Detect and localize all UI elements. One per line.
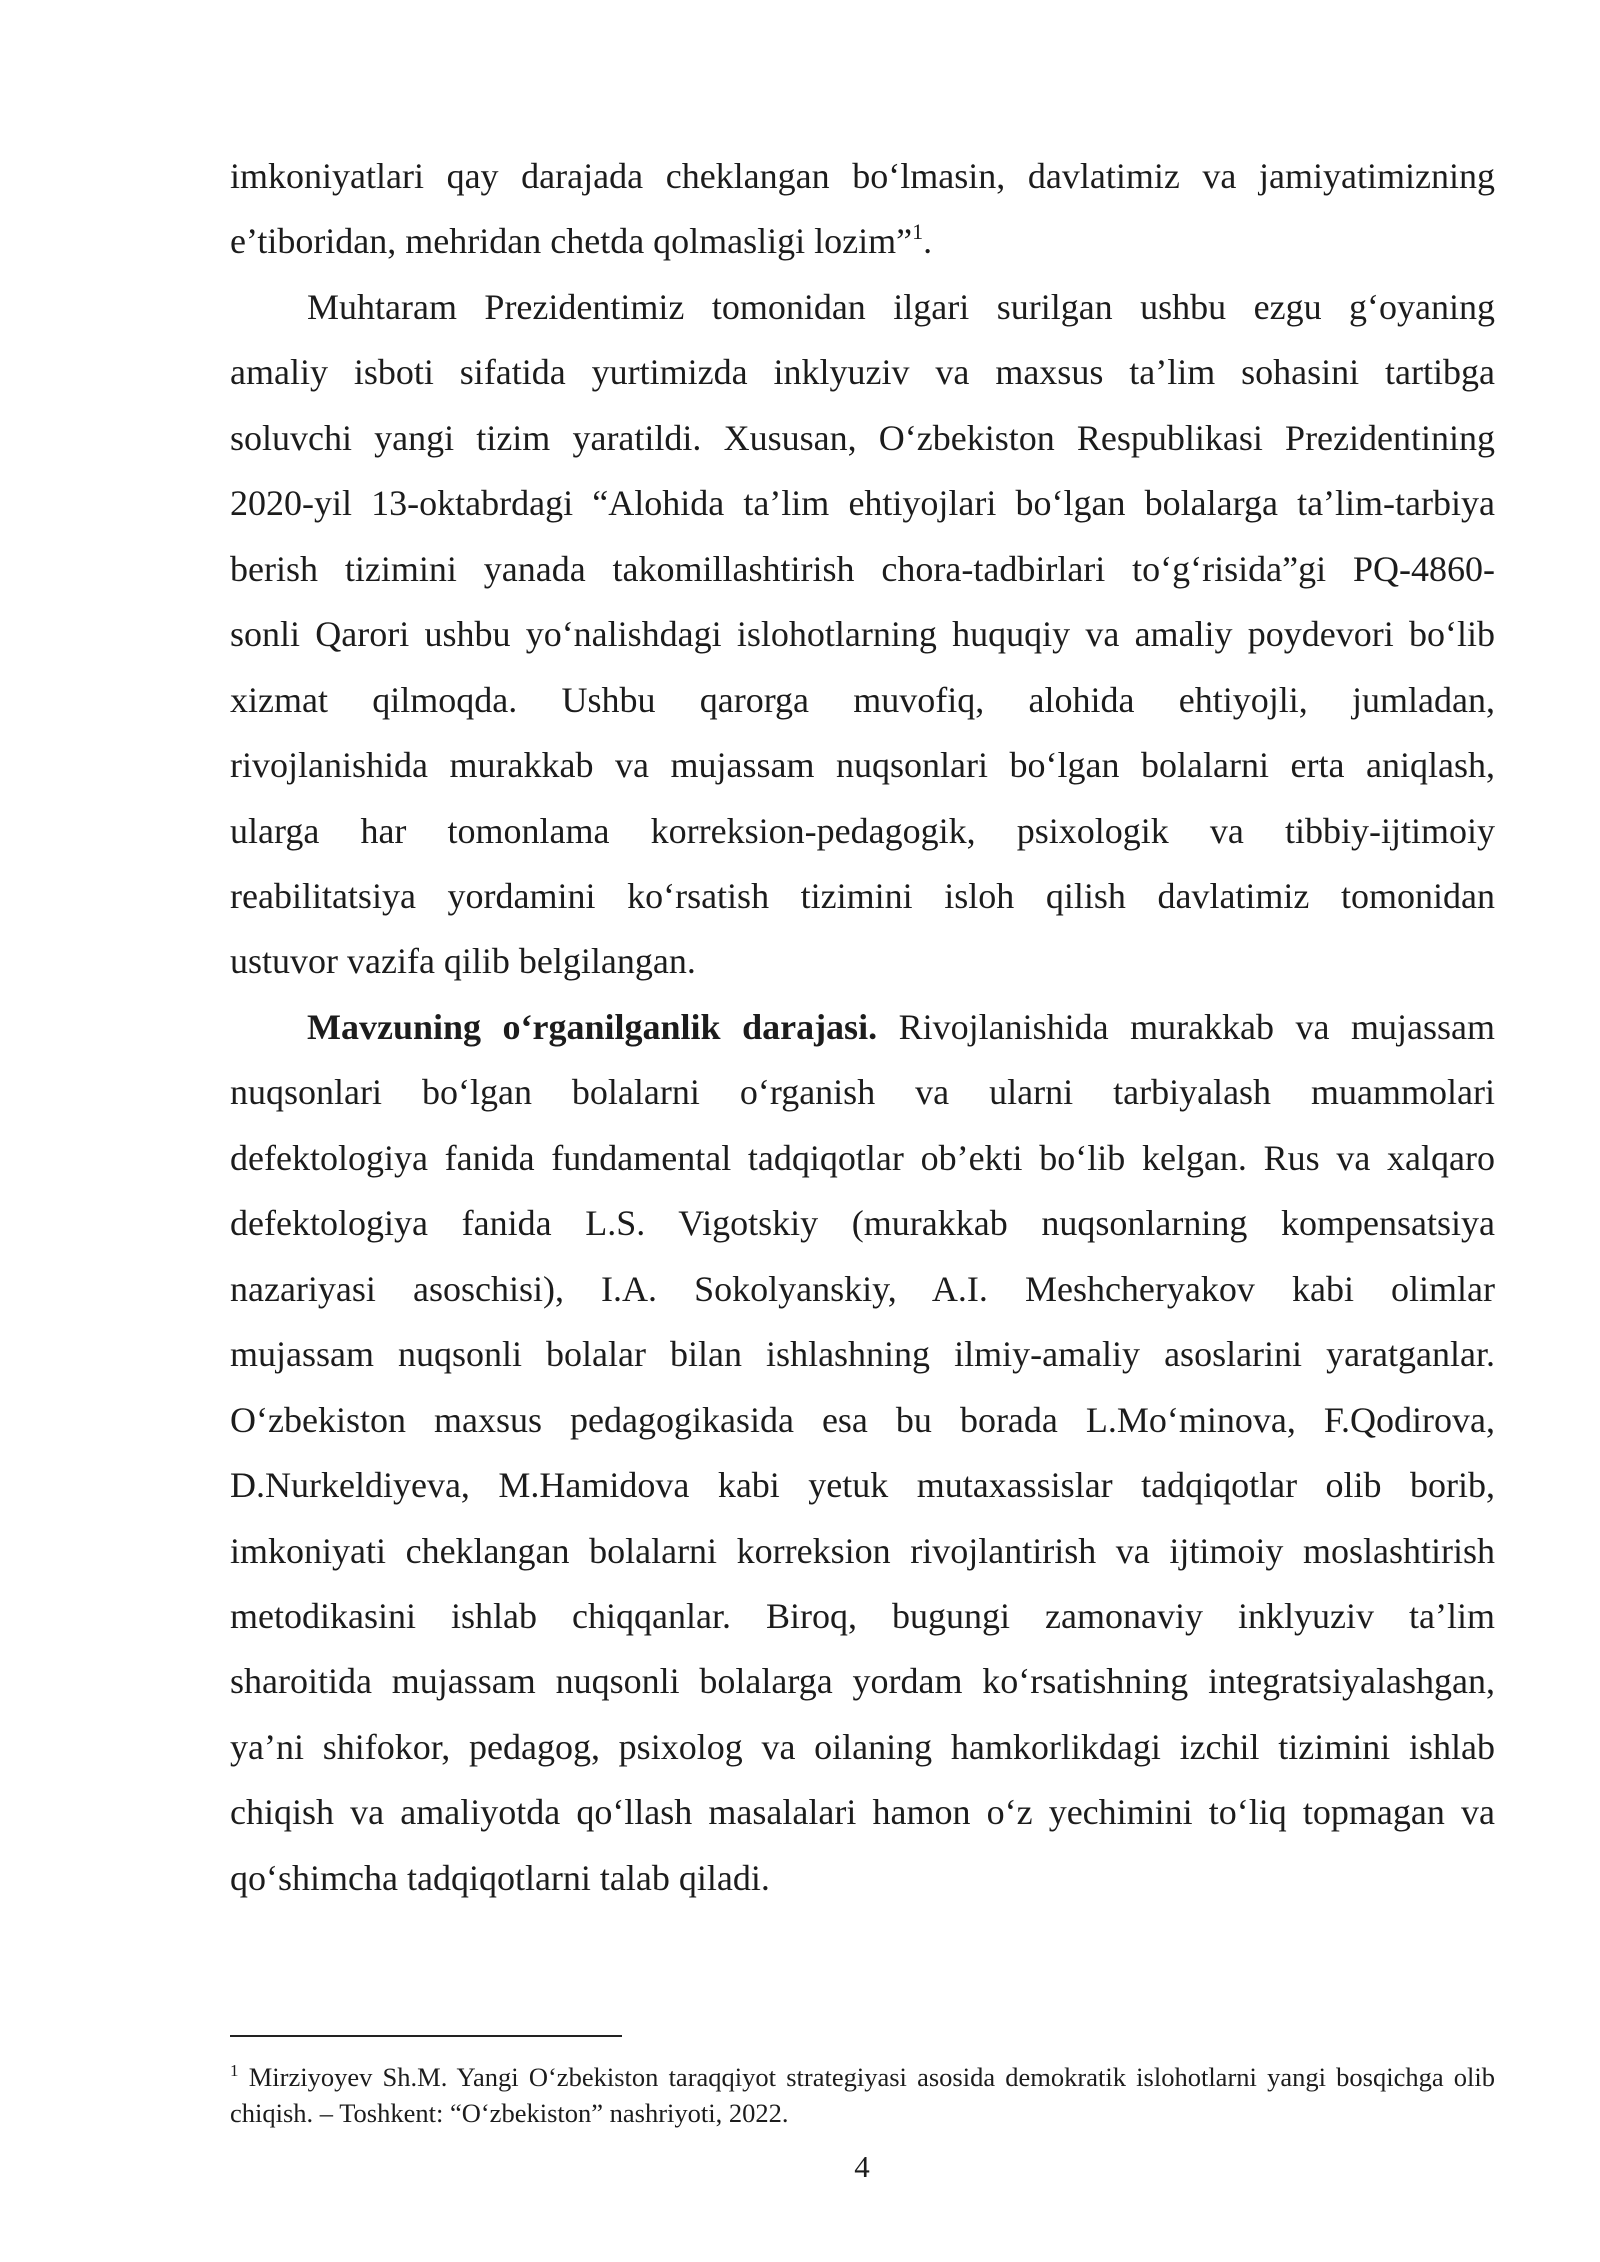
body-line: O‘zbekiston maxsus pedagogikasida esa bu borada L.Mo‘minova, F.Qodirova, [230,1399,1495,1440]
body-line: ustuvor vazifa qilib belgilangan. [230,941,696,982]
body-line: xizmat qilmoqda. Ushbu qarorga muvofiq, alohida ehtiyojli, jumladan, [230,679,1495,720]
body-line: amaliy isboti sifatida yurtimizda inklyuziv va maxsus ta’lim sohasini tartibga [230,352,1495,393]
body-line: imkoniyatlari qay darajada cheklangan bo‘lmasin, davlatimiz va jamiyatimizning [230,156,1495,196]
paragraph [230,275,1495,995]
footnote-number: 1 [230,2061,239,2080]
line-ending: . [923,221,933,262]
body-line: imkoniyati cheklangan bolalarni korreksion rivojlantirish va ijtimoiy moslashtirish [230,1530,1495,1571]
body-line: rivojlanishida murakkab va mujassam nuqsonlari bo‘lgan bolalarni erta aniqlash, [230,745,1495,786]
footnote-line: chiqish. – Toshkent: “O‘zbekiston” nashriyoti, 2022. [230,2098,789,2128]
body-line: berish tizimini yanada takomillashtirish chora-tadbirlari to‘g‘risida”gi PQ-4860- [230,548,1495,589]
footnote-separator [230,2035,622,2037]
heading-line-text: Rivojlanishida murakkab va mujassam [898,1006,1496,1047]
body-line: nazariyasi asoschisi), I.A. Sokolyanskiy, A.I. Meshcheryakov kabi olimlar [230,1268,1495,1309]
body-line: chiqish va amaliyotda qo‘llash masalalari hamon o‘z yechimini to‘liq topmagan va [230,1792,1495,1833]
body-line: sharoitida mujassam nuqsonli bolalarga yordam ko‘rsatishning integratsiyalashgan, [230,1661,1495,1702]
body-line: mujassam nuqsonli bolalar bilan ishlashning ilmiy-amaliy asoslarini yaratganlar. [230,1334,1495,1375]
quote-text: e’tiboridan, mehridan chetda qolmasligi lozim” [230,221,913,262]
footnote-reference[interactable]: 1 [912,219,924,245]
body-line [230,995,1495,1060]
body-line [230,209,1495,274]
body-line: ya’ni shifokor, pedagog, psixolog va oilaning hamkorlikdagi izchil tizimini ishlab [230,1726,1495,1767]
body-line: defektologiya fanida fundamental tadqiqotlar ob’ekti bo‘lib kelgan. Rus va xalqaro [230,1137,1495,1178]
body-line: sonli Qarori ushbu yo‘nalishdagi islohotlarning huquqiy va amaliy poydevori bo‘lib [230,614,1495,655]
body-line: qo‘shimcha tadqiqotlarni talab qiladi. [230,1857,770,1898]
footnote-text: Mirziyoyev Sh.M. Yangi O‘zbekiston taraqqiyot strategiyasi asosida demokratik islohotlarni yangi bosqichga olib [248,2062,1496,2092]
paragraph [230,144,1495,275]
footnote [230,2059,1495,2131]
body-line: 2020-yil 13-oktabrdagi “Alohida ta’lim ehtiyojlari bo‘lgan bolalarga ta’lim-tarbiya [230,483,1495,524]
body-line: nuqsonlari bo‘lgan bolalarni o‘rganish va ularni tarbiyalash muammolari [230,1072,1495,1113]
footnote-line [230,2059,1495,2095]
page-number: 4 [854,2149,870,2184]
paragraph [230,995,1495,1911]
body-line: metodikasini ishlab chiqqanlar. Biroq, bugungi zamonaviy inklyuziv ta’lim [230,1595,1495,1636]
body-text [230,144,1495,1911]
body-line: soluvchi yangi tizim yaratildi. Xususan, O‘zbekiston Respublikasi Prezidentining [230,417,1495,458]
body-line: reabilitatsiya yordamini ko‘rsatish tizimini isloh qilish davlatimiz tomonidan [230,875,1495,916]
body-line: ularga har tomonlama korreksion-pedagogik, psixologik va tibbiy-ijtimoiy [230,810,1495,851]
body-line: D.Nurkeldiyeva, M.Hamidova kabi yetuk mutaxassislar tadqiqotlar olib borib, [230,1465,1495,1506]
body-line: Muhtaram Prezidentimiz tomonidan ilgari surilgan ushbu ezgu g‘oyaning [307,286,1495,327]
body-line: defektologiya fanida L.S. Vigotskiy (murakkab nuqsonlarning kompensatsiya [230,1203,1495,1244]
section-heading: Mavzuning o‘rganilganlik darajasi. [307,1006,878,1047]
